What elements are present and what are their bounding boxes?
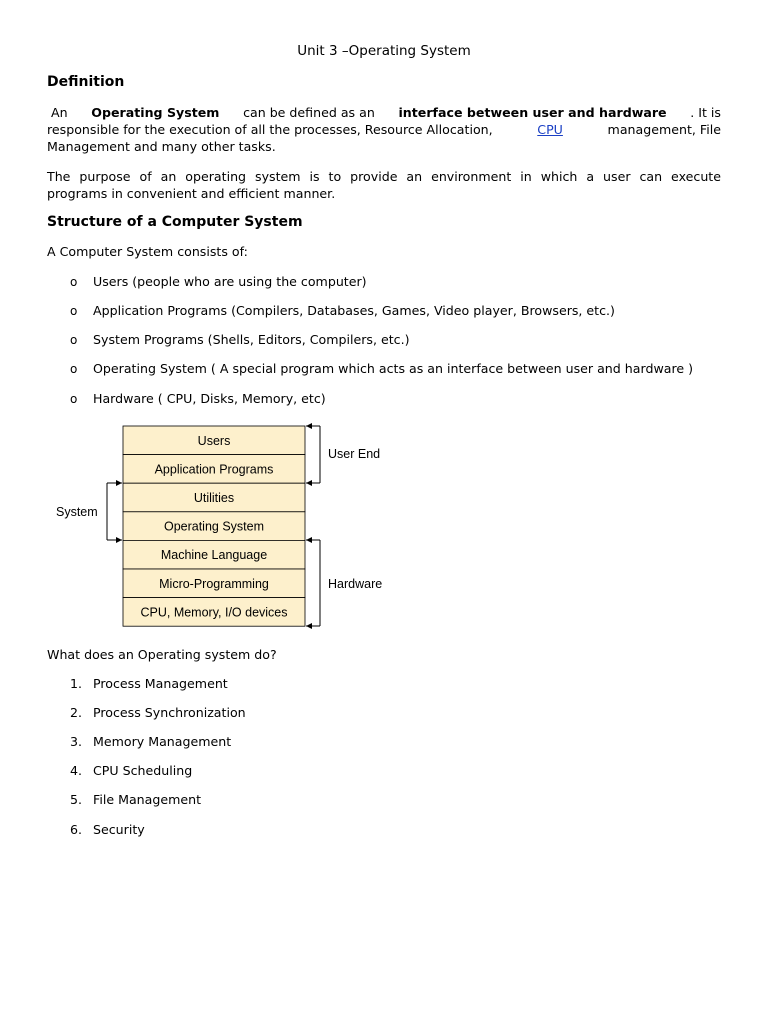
bullet-marker: o <box>70 275 78 289</box>
page-title: Unit 3 –Operating System <box>297 43 471 59</box>
function-list-item: Process Synchronization <box>93 705 246 720</box>
diagram-layer-label: Application Programs <box>154 462 274 477</box>
structure-heading: Structure of a Computer System <box>47 214 303 230</box>
structure-list-item: Operating System ( A special program which acts as an interface between user and hardware ) <box>93 361 694 376</box>
function-list-item: CPU Scheduling <box>93 763 193 778</box>
diagram-layer-label: Machine Language <box>160 548 268 563</box>
function-list-item: Process Management <box>93 676 228 691</box>
diagram-layer-label: Users <box>197 433 231 448</box>
system-bracket <box>107 483 122 540</box>
diagram-layer-label: Utilities <box>193 491 235 505</box>
list-number: 6. <box>70 822 83 837</box>
bullet-marker: o <box>70 304 78 318</box>
diagram-layer-label: Micro-Programming <box>159 576 269 591</box>
list-number: 4. <box>70 763 83 778</box>
function-list-item: File Management <box>93 792 202 807</box>
structure-list-item: Users (people who are using the computer) <box>93 274 367 289</box>
diagram-layer-label: Operating System <box>163 519 265 534</box>
user-end-bracket <box>306 426 320 483</box>
list-number: 1. <box>70 676 83 691</box>
functions-question: What does an Operating system do? <box>47 647 277 662</box>
function-list-item: Memory Management <box>93 734 232 749</box>
function-list-item: Security <box>93 822 145 837</box>
hardware-label: Hardware <box>328 577 383 591</box>
system-label: System <box>56 505 98 519</box>
purpose-paragraph: The purpose of an operating system is to provide an environment in which a user can execute programs in convenient and efficient manner. <box>47 169 721 201</box>
definition-line-1: An Operating System can be defined as an interface between user and hardware . It is <box>51 105 721 120</box>
definition-heading: Definition <box>47 74 125 90</box>
user-end-label: User End <box>328 447 381 461</box>
structure-intro: A Computer System consists of: <box>47 244 248 259</box>
bullet-marker: o <box>70 392 78 406</box>
list-number: 3. <box>70 734 83 749</box>
definition-line-2: responsible for the execution of all the processes, Resource Allocation, CPU management, File <box>47 122 721 137</box>
list-number: 2. <box>70 705 83 720</box>
hardware-bracket <box>306 540 320 626</box>
diagram-layer-label: CPU, Memory, I/O devices <box>140 605 288 620</box>
structure-list-item: System Programs (Shells, Editors, Compilers, etc.) <box>93 332 410 347</box>
structure-list-item: Hardware ( CPU, Disks, Memory, etc) <box>93 391 326 406</box>
bullet-marker: o <box>70 362 78 376</box>
bullet-marker: o <box>70 333 78 347</box>
cpu-link[interactable]: CPU <box>537 122 563 137</box>
definition-line-3: Management and many other tasks. <box>47 139 276 154</box>
structure-list-item: Application Programs (Compilers, Databases, Games, Video player, Browsers, etc.) <box>93 303 615 318</box>
list-number: 5. <box>70 792 83 807</box>
